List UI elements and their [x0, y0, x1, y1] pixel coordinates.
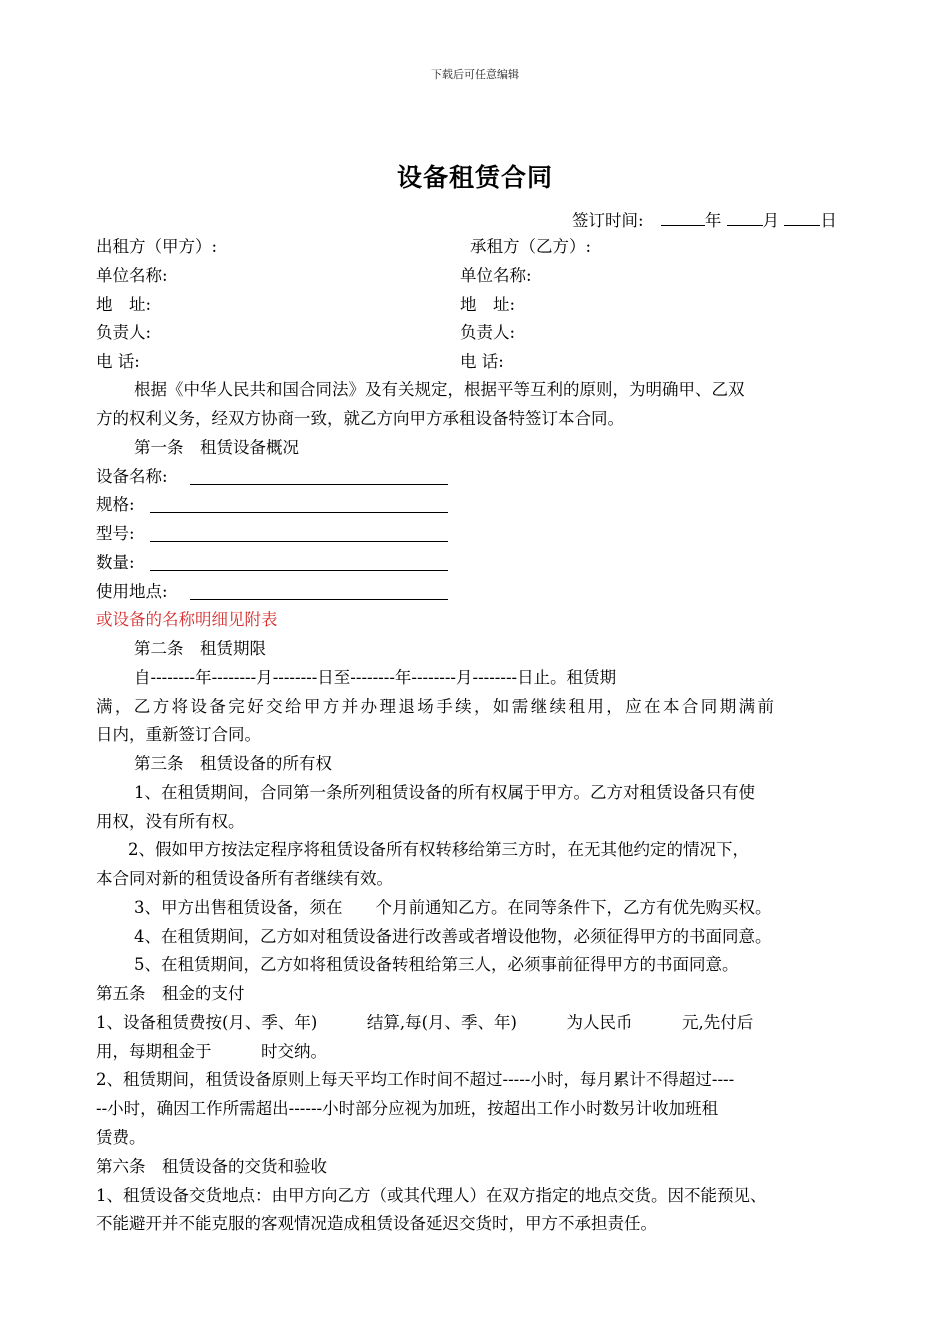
lessor-label: 出租方（甲方）:: [96, 237, 218, 256]
article6-heading: 第六条 租赁设备的交货和验收: [96, 1157, 327, 1176]
article3-item1-b: 用权，没有所有权。: [96, 812, 245, 831]
lessor-person: 负责人:: [96, 323, 152, 342]
header-note: 下载后可任意编辑: [431, 68, 519, 81]
day-blank: [784, 209, 820, 226]
article2-heading: 第二条 租赁期限: [134, 639, 266, 658]
article5-item2-b: --小时，确因工作所需超出------小时部分应视为加班，按超出工作小时数另计收加班租: [96, 1099, 719, 1118]
model-label: 型号:: [96, 524, 135, 543]
year-blank: [661, 209, 705, 226]
quantity-line: [150, 570, 448, 571]
equipment-name-label: 设备名称:: [96, 467, 168, 486]
article5-item1-b: 用，每期租金于 时交纳。: [96, 1042, 327, 1061]
day-label: 日: [820, 211, 837, 230]
article3-heading: 第三条 租赁设备的所有权: [134, 754, 332, 773]
model-line: [150, 541, 448, 542]
quantity-label: 数量:: [96, 553, 135, 572]
month-label: 月: [762, 211, 780, 230]
lessee-label: 承租方（乙方）:: [470, 237, 592, 256]
article6-item1-a: 1、租赁设备交货地点：由甲方向乙方（或其代理人）在双方指定的地点交货。因不能预见、: [96, 1186, 767, 1205]
month-blank: [727, 209, 763, 226]
article3-item4: 4、在租赁期间，乙方如对租赁设备进行改善或者增设他物，必须征得甲方的书面同意。: [134, 927, 772, 946]
lessor-unit-name: 单位名称:: [96, 266, 168, 285]
article3-item2-a: 2、假如甲方按法定程序将租赁设备所有权转移给第三方时，在无其他约定的情况下，: [128, 840, 749, 859]
article2-line-3: 日内，重新签订合同。: [96, 725, 261, 744]
article2-line-2: 满，乙方将设备完好交给甲方并办理退场手续，如需继续租用，应在本合同期满前: [96, 697, 777, 716]
article5-item2-c: 赁费。: [96, 1128, 146, 1147]
article5-item2-a: 2、租赁期间，租赁设备原则上每天平均工作时间不超过-----小时，每月累计不得超过----: [96, 1070, 735, 1089]
lessee-person: 负责人:: [460, 323, 516, 342]
article3-item5: 5、在租赁期间，乙方如将租赁设备转租给第三人，必须事前征得甲方的书面同意。: [134, 955, 739, 974]
intro-line-1: 根据《中华人民共和国合同法》及有关规定，根据平等互利的原则，为明确甲、乙双: [134, 380, 745, 399]
attachment-note: 或设备的名称明细见附表: [96, 610, 278, 629]
lessor-address: 地 址:: [96, 295, 152, 314]
article6-item1-b: 不能避开并不能克服的客观情况造成租赁设备延迟交货时，甲方不承担责任。: [96, 1214, 657, 1233]
article3-item2-b: 本合同对新的租赁设备所有者继续有效。: [96, 869, 393, 888]
intro-line-2: 方的权利义务，经双方协商一致，就乙方向甲方承租设备特签订本合同。: [96, 409, 624, 428]
lessee-unit-name: 单位名称:: [460, 266, 532, 285]
lessor-phone: 电 话:: [96, 352, 140, 371]
article5-heading: 第五条 租金的支付: [96, 984, 245, 1003]
article3-item3: 3、甲方出售租赁设备，须在 个月前通知乙方。在同等条件下，乙方有优先购买权。: [134, 898, 772, 917]
document-title: 设备租赁合同: [396, 163, 553, 192]
spec-label: 规格:: [96, 495, 135, 514]
sign-date: [572, 207, 837, 231]
article3-item1-a: 1、在租赁期间，合同第一条所列租赁设备的所有权属于甲方。乙方对租赁设备只有使: [134, 783, 755, 802]
lessee-phone: 电 话:: [460, 352, 504, 371]
year-label: 年: [704, 211, 722, 230]
location-label: 使用地点:: [96, 582, 168, 601]
article2-line-1: 自--------年--------月--------日至--------年--------月--------日止。租赁期: [134, 668, 617, 687]
equipment-name-line: [190, 484, 448, 485]
article1-heading: 第一条 租赁设备概况: [134, 438, 299, 457]
lessee-address: 地 址:: [460, 295, 516, 314]
article5-item1-a: 1、设备租赁费按(月、季、年) 结算,每(月、季、年) 为人民币 元,先付后: [96, 1013, 754, 1032]
spec-line: [150, 512, 448, 513]
location-line: [190, 599, 448, 600]
sign-date-label: 签订时间:: [572, 211, 644, 230]
